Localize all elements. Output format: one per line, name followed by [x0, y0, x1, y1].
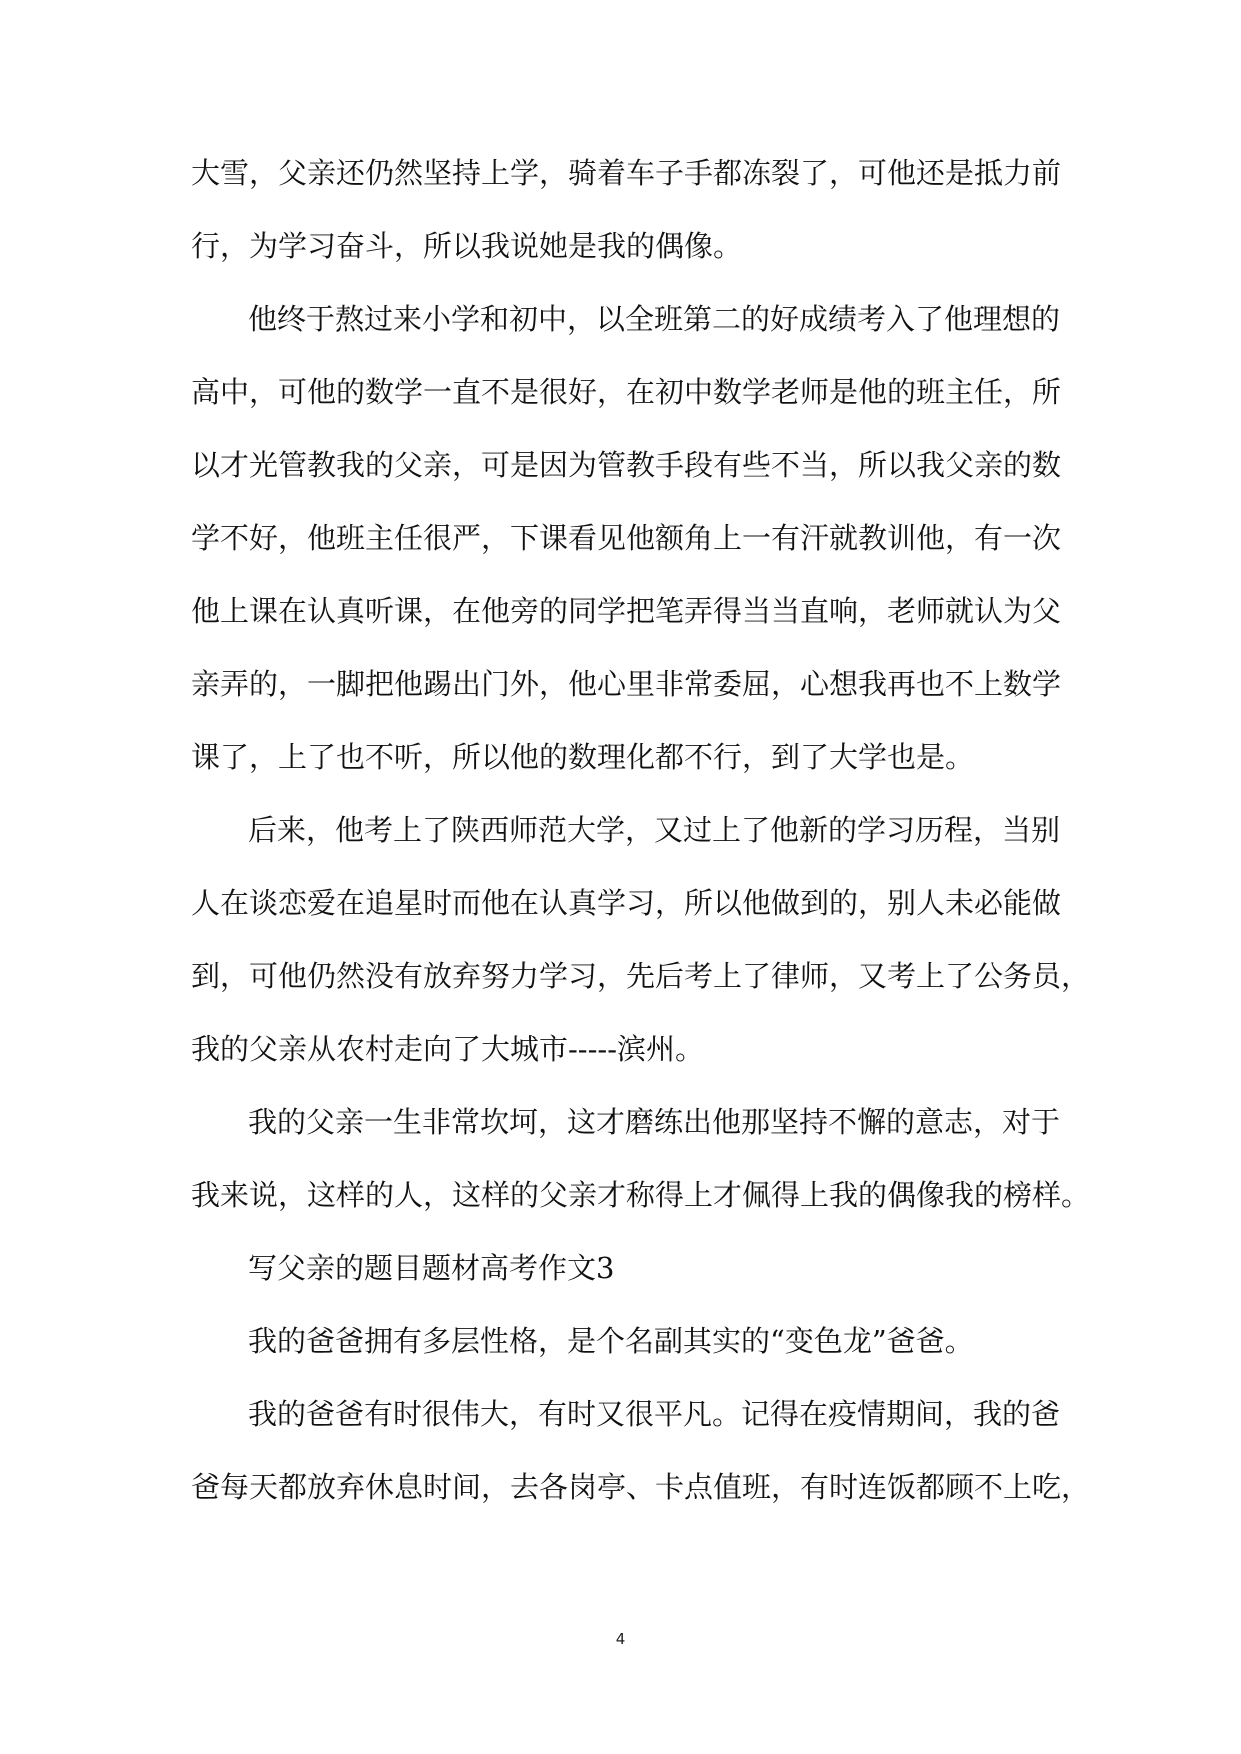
text-line: 课了，上了也不听，所以他的数理化都不行，到了大学也是。	[191, 740, 975, 774]
text-line: 我来说，这样的人，这样的父亲才称得上才佩得上我的偶像我的榜样。	[191, 1178, 1091, 1212]
text-line: 他终于熬过来小学和初中，以全班第二的好成绩考入了他理想的	[248, 302, 1061, 336]
text-line: 大雪，父亲还仍然坚持上学，骑着车子手都冻裂了，可他还是抵力前	[191, 156, 1062, 190]
text-line: 我的父亲一生非常坎坷，这才磨练出他那坚持不懈的意志，对于	[248, 1105, 1061, 1139]
text-line: 行，为学习奋斗，所以我说她是我的偶像。	[191, 229, 743, 263]
text-line: 他上课在认真听课，在他旁的同学把笔弄得当当直响，老师就认为父	[191, 594, 1062, 628]
text-line: 亲弄的，一脚把他踢出门外，他心里非常委屈，心想我再也不上数学	[191, 667, 1062, 701]
text-line: 我的爸爸有时很伟大，有时又很平凡。记得在疫情期间，我的爸	[248, 1397, 1061, 1431]
text-line: 学不好，他班主任很严，下课看见他额角上一有汗就教训他，有一次	[191, 521, 1062, 555]
text-line: 后来，他考上了陕西师范大学，又过上了他新的学习历程，当别	[248, 813, 1061, 847]
text-line: 高中，可他的数学一直不是很好，在初中数学老师是他的班主任，所	[191, 375, 1062, 409]
text-line: 人在谈恋爱在追星时而他在认真学习，所以他做到的，别人未必能做	[191, 886, 1062, 920]
text-line: 以才光管教我的父亲，可是因为管教手段有些不当，所以我父亲的数	[191, 448, 1062, 482]
section-heading: 写父亲的题目题材高考作文3	[248, 1251, 615, 1285]
text-line: 我的父亲从农村走向了大城市-----滨州。	[191, 1032, 704, 1066]
page-number: 4	[615, 1630, 626, 1648]
page-body	[191, 137, 1091, 1524]
text-line: 到，可他仍然没有放弃努力学习，先后考上了律师，又考上了公务员，	[191, 959, 1091, 993]
text-line: 爸每天都放弃休息时间，去各岗亭、卡点值班，有时连饭都顾不上吃，	[191, 1470, 1091, 1504]
text-line: 我的爸爸拥有多层性格，是个名副其实的“变色龙”爸爸。	[248, 1324, 974, 1358]
